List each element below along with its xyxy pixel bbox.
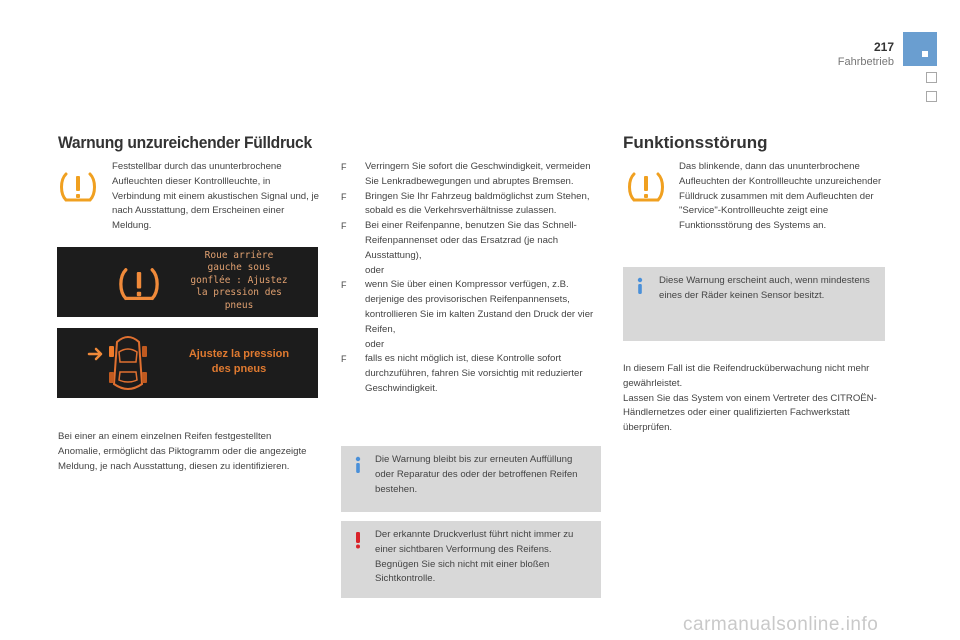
tyre-pressure-warning-icon xyxy=(58,168,98,204)
chapter-title: Fahrbetrieb xyxy=(837,56,894,68)
low-pressure-intro: Feststellbar durch das ununterbrochene Aufleuchten dieser Kontrollleuchte, in Verbindung mit einem akustischen Signal und, je nach Ausstattung, dem Erscheinen einer Meldung. xyxy=(112,161,319,232)
car-top-view-icon xyxy=(87,334,169,394)
instruction-list xyxy=(341,160,603,397)
list-item: F Bringen Sie Ihr Fahrzeug baldmöglichst zum Stehen, sobald es die Verkehrsverhältnisse zulassen. xyxy=(341,190,590,217)
malfunction-intro: Das blinkende, dann das ununterbrochene Aufleuchten der Kontrollleuchte unzureichender Fülldruck zusammen mit dem Aufleuchten der "Service"-Kontrollleuchte zeigt eine Funktionsstörung des Systems an. xyxy=(679,161,882,232)
warning-note-visual-check: Der erkannte Druckverlust führt nicht immer zu einer sichtbaren Verformung des Reifens. Begnügen Sie sich nicht mit einer bloßen Sichtkontrolle. xyxy=(341,521,601,598)
chapter-tab-box xyxy=(926,72,937,83)
single-tyre-anomaly-text: Bei einer an einem einzelnen Reifen festgestellten Anomalie, ermöglicht das Piktogramm oder die angezeigte Meldung, je nach Ausstattung, diesen zu identifizieren. xyxy=(58,431,307,472)
chapter-tab-box xyxy=(926,91,937,102)
info-note-warning-remains: Die Warnung bleibt bis zur erneuten Auffüllung oder Reparatur des oder der betroffenen Reifen bestehen. xyxy=(341,446,601,512)
square-icon xyxy=(922,51,928,57)
tyre-pressure-warning-icon xyxy=(117,263,161,303)
malfunction-bottom-text: In diesem Fall ist die Reifendrucküberwachung nicht mehr gewährleistet. Lassen Sie das System von einem Vertreter des CITROËN-Händlernetzes oder einer qualifizierten Fachwerkstatt überprüfen. xyxy=(623,363,877,434)
info-note-no-sensor: Diese Warnung erscheint auch, wenn mindestens eines der Räder keinen Sensor besitzt. xyxy=(623,267,885,341)
page-number: 217 xyxy=(873,40,894,54)
chapter-tab-active xyxy=(903,32,937,66)
display-message-adjust-pressure xyxy=(57,328,318,398)
warning-exclamation-icon xyxy=(350,531,366,549)
section-heading-malfunction: Funktionsstörung xyxy=(623,133,768,152)
list-item: F wenn Sie über einen Kompressor verfügen, z.B. derjenige des provisorischen Reifenpannensets, kontrollieren Sie im kalten Zustand den Druck der vier Reifen, oder xyxy=(341,279,594,350)
tyre-pressure-warning-icon xyxy=(626,168,666,204)
watermark: carmanualsonline.info xyxy=(683,614,879,635)
display-message-rear-left xyxy=(57,247,318,317)
list-item: F Bei einer Reifenpanne, benutzen Sie das Schnell-Reifenpannenset oder das Ersatzrad (je nach Ausstattung), oder xyxy=(341,220,577,276)
display-message-text: Roue arrière gauche sous gonflée : Ajustez la pression des pneus xyxy=(190,250,288,311)
display-message-text: Ajustez la pression des pneus xyxy=(188,348,290,375)
list-item: F falls es nicht möglich ist, diese Kontrolle sofort durchzuführen, fahren Sie vorsichtig mit reduzierter Geschwindigkeit. xyxy=(341,353,583,394)
section-heading-low-pressure: Warnung unzureichender Fülldruck xyxy=(58,133,312,152)
list-item: F Verringern Sie sofort die Geschwindigkeit, vermeiden Sie Lenkradbewegungen und abruptes Bremsen. xyxy=(341,161,591,187)
info-icon xyxy=(350,456,366,474)
info-icon xyxy=(632,277,648,295)
